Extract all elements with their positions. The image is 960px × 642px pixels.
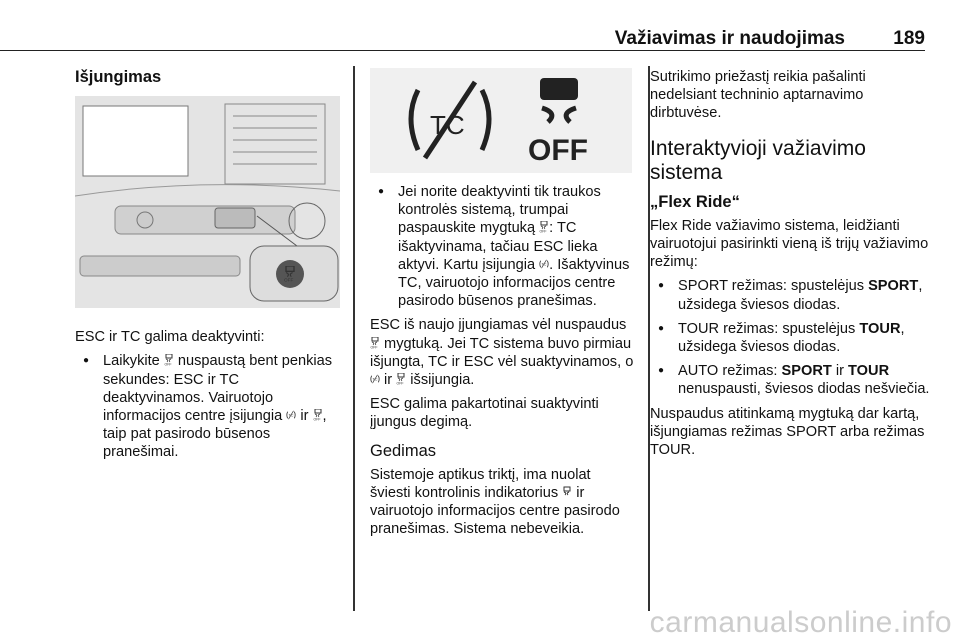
middle-column xyxy=(370,68,635,545)
subheading-flex-ride: „Flex Ride“ xyxy=(650,192,740,211)
dashboard-illustration xyxy=(75,96,340,308)
bullet-hold-button: ● Laikykite nuspaustą bent penkias sekundes: ESC ir TC deaktyvinamos. Vairuotojo informacijos centre įsijungia ir , taip pat pasirodo būsenos pranešimai. xyxy=(75,352,343,461)
heading-interactive-system: Interaktyvioji važiavimo sistema xyxy=(650,136,866,184)
repair-text: Sutrikimo priežastį reikia pašalinti nedelsiant techninio aptarnavimo dirbtuvėse. xyxy=(650,69,866,122)
esc-off-icon xyxy=(396,373,406,385)
right-column xyxy=(650,68,930,465)
heading-gedimas: Gedimas xyxy=(370,441,437,460)
tc-off-icon xyxy=(286,409,296,421)
esc-off-icon xyxy=(539,221,549,233)
esc-off-icon xyxy=(164,354,174,366)
ignition-text: ESC galima pakartotinai suaktyvinti įjungus degimą. xyxy=(370,396,599,431)
reactivate-text: ESC iš naujo įjungiamas vėl nuspaudus mygtuką. Jei TC sistema buvo pirmiau išjungta, TC ir ESC vėl suaktyvinamos, o ir išsijungia. xyxy=(370,317,634,389)
warning-lamps-illustration xyxy=(370,68,632,173)
column-divider xyxy=(353,66,355,611)
bullet-sport: ● SPORT režimas: spustelėjus SPORT, užsidega šviesos diodas. xyxy=(650,277,930,313)
section-title: Važiavimas ir naudojimas xyxy=(614,28,845,49)
bullet-auto: ● AUTO režimas: SPORT ir TOUR nenuspausti, šviesos diodas nešviečia. xyxy=(650,362,930,398)
fault-text: Sistemoje aptikus triktį, ima nuolat šviesti kontrolinis indikatorius ir vairuotojo informacijos centre pasirodo pranešimas. Sistema nebeveikia. xyxy=(370,466,620,538)
page-header xyxy=(0,28,925,51)
page-number: 189 xyxy=(893,28,925,49)
left-column xyxy=(75,68,343,468)
heading-isjungimas: Išjungimas xyxy=(75,68,162,86)
bullet-tour: ● TOUR režimas: spustelėjus TOUR, užsidega šviesos diodas. xyxy=(650,320,930,356)
svg-text:TC: TC xyxy=(430,110,465,140)
esc-off-icon xyxy=(370,337,380,349)
intro-text: ESC ir TC galima deaktyvinti: xyxy=(75,329,265,346)
svg-text:OFF: OFF xyxy=(528,134,588,167)
bullet-tc-only: ● Jei norite deaktyvinti tik traukos kontrolės sistemą, trumpai paspauskite mygtuką : TC išaktyvinama, tačiau ESC lieka aktyvi. Kartu įsijungia . Išaktyvinus TC, vairuotojo informacijos centre pasirodo būsenos pranešimas. xyxy=(370,183,635,310)
esc-icon xyxy=(562,486,572,498)
esc-off-icon xyxy=(313,409,323,421)
flex-ride-text: Flex Ride važiavimo sistema, leidžianti vairuotojui pasirinkti vieną iš trijų važiavimo režimų: xyxy=(650,217,929,271)
tc-off-icon xyxy=(370,373,380,385)
repeat-press-text: Nuspaudus atitinkamą mygtuką dar kartą, išjungiamas režimas SPORT arba režimas TOUR. xyxy=(650,405,925,459)
watermark: carmanualsonline.info xyxy=(649,606,952,639)
tc-off-icon xyxy=(539,258,549,270)
